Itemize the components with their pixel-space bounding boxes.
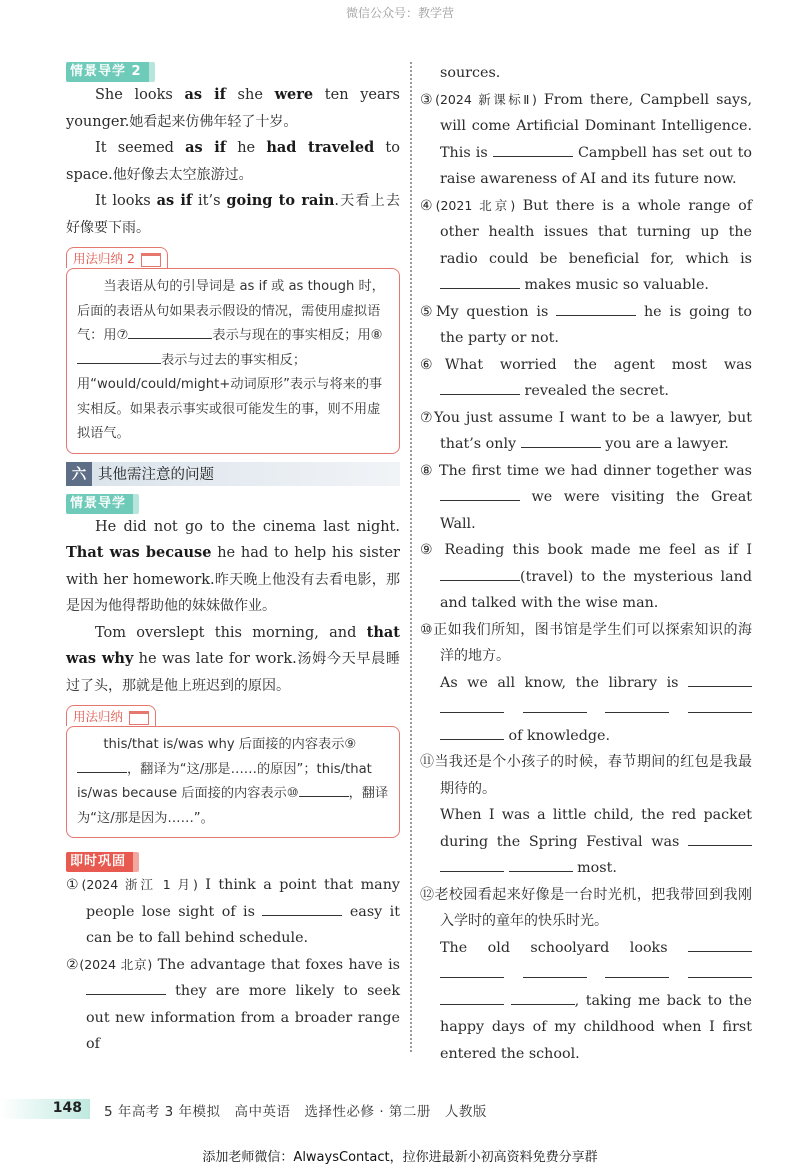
answer-blank-11a[interactable]	[688, 830, 752, 845]
scene-guide-tag-2: 情景导学 2	[66, 62, 155, 82]
book-icon	[141, 253, 161, 267]
answer-blank-11c[interactable]	[509, 857, 573, 872]
practice-tag: 即时巩固	[66, 852, 139, 872]
page-footer	[0, 1099, 800, 1119]
answer-blank-12e[interactable]	[688, 963, 752, 978]
book-title: 5 年高考 3 年模拟 高中英语 选择性必修 · 第二册 人教版	[104, 1104, 487, 1120]
blank-7[interactable]	[128, 325, 212, 339]
column-divider	[410, 62, 412, 1052]
exercise-2-continued: sources.	[440, 65, 501, 81]
blank-9[interactable]	[77, 758, 127, 772]
answer-blank-7[interactable]	[521, 433, 601, 448]
exercise-7: ⑦You just assume I want to be a lawyer, but that’s only you are a lawyer.	[420, 409, 752, 452]
answer-blank-10e[interactable]	[688, 698, 752, 713]
answer-blank-4[interactable]	[440, 274, 520, 289]
example-sentence-5: Tom overslept this morning, and that was why he was late for work.汤姆今天早晨睡过了头，那就是他上班迟到的原因。	[66, 623, 400, 694]
answer-blank-12a[interactable]	[688, 936, 752, 951]
answer-blank-2[interactable]	[86, 980, 166, 995]
example-sentence-3: It looks as if it’s going to rain.天看上去好像要下雨。	[66, 192, 400, 236]
exercise-12-english: The old schoolyard looks , taking me back to the happy days of my childhood when I first entered the school.	[420, 935, 752, 1068]
section-header-6	[66, 462, 400, 486]
usage-summary-box: this/that is/was why 后面接的内容表示⑨，翻译为“这/那是……的原因”；this/that is/was because 后面接的内容表示⑩ ，翻译为“这/那是因为……”。	[66, 726, 400, 838]
top-watermark: 微信公众号：教学营	[345, 6, 454, 20]
answer-blank-10b[interactable]	[440, 698, 504, 713]
answer-blank-10f[interactable]	[440, 724, 504, 739]
bottom-watermark: 添加老师微信：AlwaysContact，拉你进最新小初高资料免费分享群	[202, 1150, 598, 1165]
scene-guide-tag: 情景导学	[66, 494, 139, 514]
exercise-11: ⑪当我还是个小孩子的时候，春节期间的红包是我最期待的。	[420, 754, 753, 797]
answer-blank-10c[interactable]	[523, 698, 587, 713]
exercise-5: ⑤My question is he is going to the party or not.	[420, 299, 752, 352]
page-number: 148	[52, 1100, 82, 1116]
exercise-12: ⑫老校园看起来好像是一台时光机，把我带回到我刚入学时的童年的快乐时光。	[420, 886, 753, 929]
answer-blank-12g[interactable]	[511, 989, 575, 1004]
answer-blank-1[interactable]	[262, 900, 342, 915]
blank-8[interactable]	[77, 349, 161, 363]
answer-blank-3[interactable]	[493, 141, 573, 156]
exercise-6: ⑥What worried the agent most was revealed the secret.	[420, 356, 752, 399]
answer-blank-11b[interactable]	[440, 857, 504, 872]
exercise-11-english: When I was a little child, the red packet during the Spring Festival was most.	[440, 807, 752, 876]
usage-summary-2-title: 用法归纳 2	[66, 247, 168, 268]
exercise-9: ⑨ Reading this book made me feel as if I (travel) to the mysterious land and talked with the wise man.	[420, 542, 752, 611]
example-sentence-4: He did not go to the cinema last night. That was because he had to help his sister with her homework.昨天晚上他没有去看电影，那是因为他得帮助他的妹妹做作业。	[66, 518, 401, 614]
section-number: 六	[66, 462, 92, 486]
answer-blank-12d[interactable]	[605, 963, 669, 978]
right-column	[420, 60, 752, 1067]
answer-blank-10d[interactable]	[605, 698, 669, 713]
answer-blank-12b[interactable]	[440, 963, 504, 978]
answer-blank-10a[interactable]	[688, 671, 752, 686]
page-number-badge	[0, 1099, 90, 1119]
exercise-3: ③(2024 新课标Ⅱ) From there, Campbell says, will come Artificial Dominant Intelligence. This is Campbell has set out to raise awareness of AI and its future now.	[420, 91, 752, 187]
exercise-2: ②(2024 北京) The advantage that foxes have is they are more likely to seek out new information from a broader range of	[66, 956, 400, 1052]
answer-blank-6[interactable]	[440, 380, 520, 395]
section-title: 其他需注意的问题	[98, 467, 214, 483]
example-sentence-2: It seemed as if he had traveled to space.他好像去太空旅游过。	[66, 139, 400, 183]
answer-blank-9[interactable]	[440, 565, 520, 580]
exercise-10-english: As we all know, the library is of knowledge.	[420, 670, 752, 750]
usage-summary-title: 用法归纳	[66, 705, 156, 726]
answer-blank-8[interactable]	[440, 486, 520, 501]
left-column	[66, 60, 400, 1058]
book-icon	[129, 711, 149, 725]
exercise-4: ④(2021 北京) But there is a whole range of other health issues that turning up the radio could be beneficial for, which is makes music so valuable.	[420, 197, 752, 293]
exercise-1: ①(2024 浙江 1 月) I think a point that many people lose sight of is easy it can be to fall behind schedule.	[66, 877, 400, 946]
example-sentence-1: She looks as if she were ten years younger.她看起来仿佛年轻了十岁。	[66, 86, 400, 130]
answer-blank-12f[interactable]	[440, 989, 504, 1004]
exercise-8: ⑧ The first time we had dinner together was we were visiting the Great Wall.	[420, 462, 752, 532]
blank-10[interactable]	[299, 783, 349, 797]
usage-summary-2-box: 当表语从句的引导词是 as if 或 as though 时，后面的表语从句如果表示假设的情况，需使用虚拟语气：用⑦ 表示与现在的事实相反；用⑧表示与过去的事实相反；用“would/could/might+动词原形”表示与将来的事实相反。如果表示事实或很可能发生的事，则不用虚拟语气。	[66, 268, 400, 454]
answer-blank-5[interactable]	[556, 300, 636, 315]
answer-blank-12c[interactable]	[523, 963, 587, 978]
exercise-10: ⑩正如我们所知，图书馆是学生们可以探索知识的海洋的地方。	[420, 621, 752, 664]
